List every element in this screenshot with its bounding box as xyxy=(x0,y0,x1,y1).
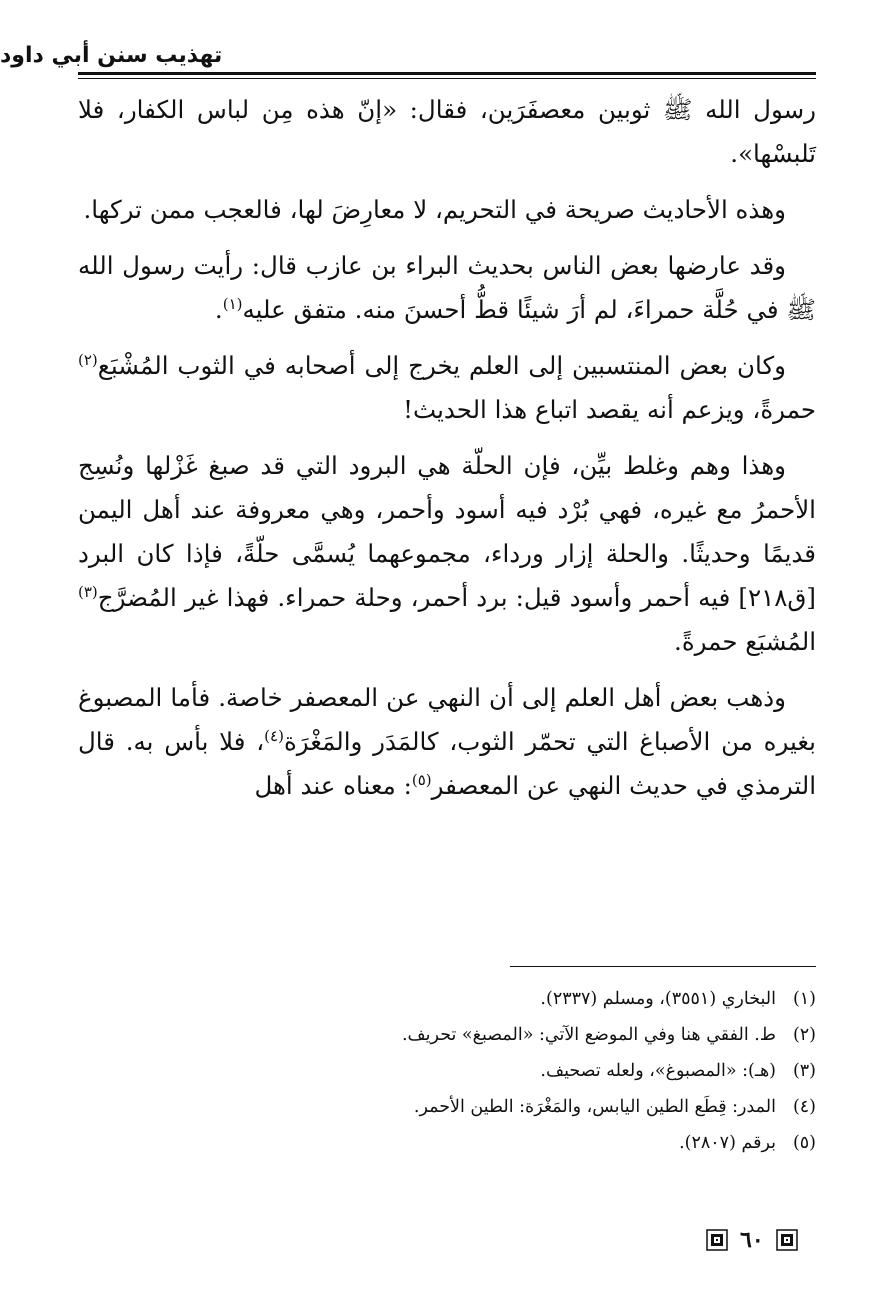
footnote-ref-2[interactable]: (٢) xyxy=(78,350,98,369)
paragraph-3-end: . xyxy=(214,295,223,324)
footnote-ref-1[interactable]: (١) xyxy=(222,294,243,313)
paragraph-6 xyxy=(78,676,816,808)
footnote-text: ط. الفقي هنا وفي الموضع الآتي: «المصبغ» تحريف. xyxy=(401,1025,776,1045)
footnote-number: (٣) xyxy=(792,1061,816,1081)
footnote-ref-4[interactable]: (٤) xyxy=(264,726,284,745)
paragraph-2 xyxy=(78,188,816,232)
footnote-item xyxy=(78,1056,816,1086)
paragraph-3-text: وقد عارضها بعض الناس بحديث البراء بن عازب قال: رأيت رسول الله ﷺ في حُلَّة حمراءَ، لم أرَ شيئًا قطُّ أحسنَ منه. متفق عليه xyxy=(78,251,816,324)
footnote-text: البخاري (٣٥٥١)، ومسلم (٢٣٣٧). xyxy=(540,989,776,1009)
footnote-number: (٥) xyxy=(792,1133,816,1153)
footnote-separator xyxy=(510,966,816,967)
header-rule-thick xyxy=(78,72,816,75)
footnote-text: المدر: قِطَع الطين اليابس، والمَغْرَة: الطين الأحمر. xyxy=(413,1097,776,1117)
footnote-ref-3[interactable]: (٣) xyxy=(78,582,98,601)
page-footer xyxy=(706,1224,816,1256)
footnote-item xyxy=(78,1020,816,1050)
footnotes-list xyxy=(78,984,816,1164)
running-header-title: تهذيب سنن أبي داود xyxy=(0,43,223,68)
page-number: ٦٠ xyxy=(740,1227,764,1253)
paragraph-1-text: رسول الله ﷺ ثوبين معصفَرَين، فقال: «إنّ هذه مِن لباس الكفار، فلا تَلبسْها». xyxy=(78,95,816,168)
square-ornament-icon xyxy=(706,1229,728,1251)
footnote-text: برقم (٢٨٠٧). xyxy=(679,1133,776,1153)
paragraph-6-text-a: وذهب بعض أهل العلم إلى أن النهي عن المعصفر خاصة. فأما المصبوغ بغيره من الأصباغ التي تحمّر الثوب، كالمَدَر والمَغْرَة xyxy=(78,683,816,756)
footnote-item xyxy=(78,1092,816,1122)
paragraph-3 xyxy=(78,244,816,332)
paragraph-1 xyxy=(78,88,816,176)
footnote-item xyxy=(78,1128,816,1158)
footnote-ref-5[interactable]: (٥) xyxy=(411,770,432,789)
paragraph-5 xyxy=(78,444,816,664)
square-ornament-icon xyxy=(776,1229,798,1251)
footnote-item xyxy=(78,984,816,1014)
paragraph-4 xyxy=(78,344,816,432)
paragraph-5-text-b: المُشبَع حمرةً. xyxy=(674,627,816,656)
paragraph-6-text-c: : معناه عند أهل xyxy=(254,771,412,800)
footnote-number: (٤) xyxy=(792,1097,816,1117)
paragraph-2-text: وهذه الأحاديث صريحة في التحريم، لا معارِضَ لها، فالعجب ممن تركها. xyxy=(83,195,786,224)
footnote-number: (١) xyxy=(792,989,816,1009)
footnote-number: (٢) xyxy=(792,1025,816,1045)
header-rule-thin xyxy=(78,78,816,79)
paragraph-4-text-a: وكان بعض المنتسبين إلى العلم يخرج إلى أصحابه في الثوب المُشْبَع xyxy=(97,351,786,380)
footnote-text: (هـ): «المصبوغ»، ولعله تصحيف. xyxy=(540,1061,776,1081)
paragraph-5-text-a: وهذا وهم وغلط بيِّن، فإن الحلّة هي البرود التي قد صبغ غَزْلها ونُسِج الأحمرُ مع غيره، فهي بُرْد فيه أسود وأحمر، وهي معروفة عند أهل اليمن قديمًا وحديثًا. والحلة إزار ورداء، مجموعهما يُسمَّى حلّةً، فإذا كان البرد [ق٢١٨] فيه أحمر وأسود قيل: برد أحمر، وحلة حمراء. فهذا غير المُضرَّج xyxy=(78,451,816,612)
paragraph-6-text-b: ، فلا بأس به. قال الترمذي في حديث النهي عن المعصفر xyxy=(78,727,816,800)
main-text xyxy=(78,88,816,820)
paragraph-4-text-b: حمرةً، ويزعم أنه يقصد اتباع هذا الحديث! xyxy=(403,395,816,424)
